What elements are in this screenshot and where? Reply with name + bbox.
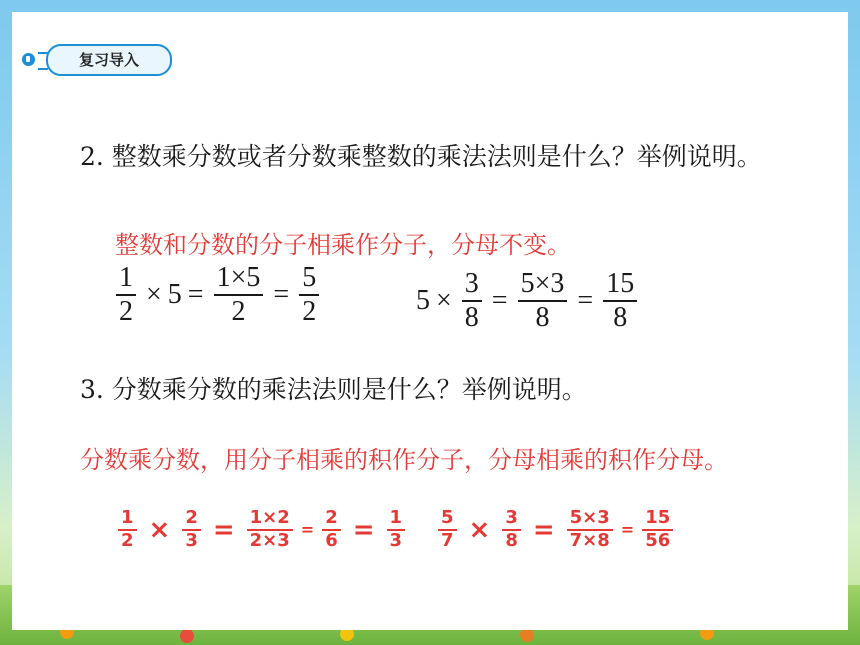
fraction: $\frac{15}{8}$	[603, 268, 637, 334]
flower-decoration	[180, 629, 194, 643]
equals-sign: =	[273, 279, 290, 311]
q2-example-2	[416, 268, 641, 334]
times-sign: ×	[148, 514, 171, 545]
q2-example-1	[112, 262, 323, 328]
question-3-text: 3. 分数乘分数的乘法法则是什么？举例说明。	[80, 375, 587, 404]
fraction: $\frac{3}{8}$	[502, 508, 521, 551]
integer: 5	[416, 285, 430, 317]
fraction: $\frac{1}{2}$	[116, 262, 136, 328]
bookmark-icon	[22, 53, 35, 66]
equals-sign: =	[352, 514, 375, 545]
section-badge	[20, 44, 152, 74]
fraction: $\frac{1}{3}$	[387, 508, 406, 551]
equals-sign: =	[187, 279, 204, 311]
fraction: $\frac{5}{7}$	[438, 508, 457, 551]
fraction: $\frac{1\times 2}{2\times 3}$	[247, 508, 293, 551]
fraction: $\frac{5\times 3}{8}$	[518, 268, 568, 334]
question-3-answer: 分数乘分数，用分子相乘的积作分子，分母相乘的积作分母。	[80, 446, 728, 474]
integer: 5	[167, 279, 182, 311]
fraction: $\frac{1\times 5}{2}$	[214, 262, 264, 328]
fraction: $\frac{15}{56}$	[642, 508, 673, 551]
fraction: $\frac{5\times 3}{7\times 8}$	[567, 508, 613, 551]
equals-sign: =	[212, 514, 235, 545]
equals-sign: =	[300, 520, 315, 540]
equals-sign: =	[491, 285, 508, 317]
times-sign: ×	[468, 514, 491, 545]
equals-sign: =	[532, 514, 555, 545]
fraction: $\frac{2}{6}$	[322, 508, 341, 551]
fraction: $\frac{5}{2}$	[299, 262, 319, 328]
times-sign: ×	[146, 279, 162, 311]
equals-sign: =	[577, 285, 594, 317]
equals-sign: =	[620, 520, 635, 540]
question-2-text: 2. 整数乘分数或者分数乘整数的乘法法则是什么？举例说明。	[80, 142, 762, 171]
fraction: $\frac{3}{8}$	[462, 268, 482, 334]
fraction: $\frac{1}{2}$	[118, 508, 137, 551]
flower-decoration	[520, 628, 534, 642]
fraction: $\frac{2}{3}$	[182, 508, 201, 551]
section-badge-label: 复习导入	[46, 44, 172, 76]
q3-example-1	[114, 508, 409, 551]
times-sign: ×	[436, 285, 452, 317]
question-2-answer: 整数和分数的分子相乘作分子，分母不变。	[115, 231, 571, 259]
q3-example-2	[434, 508, 677, 551]
